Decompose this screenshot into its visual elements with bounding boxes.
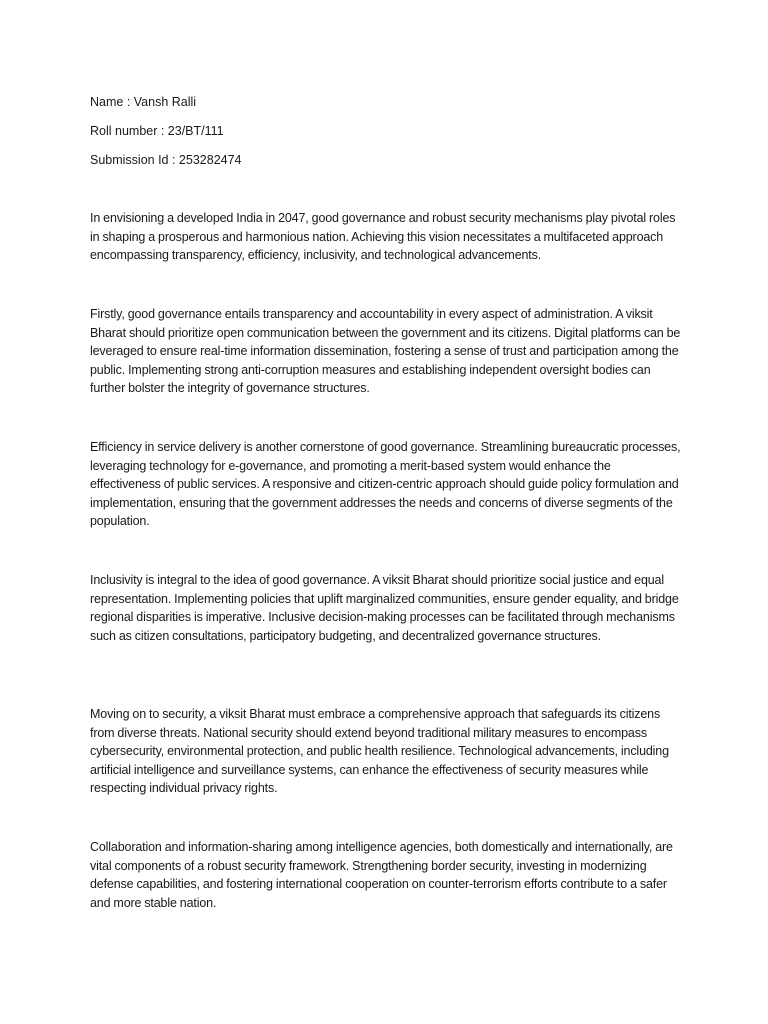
essay-paragraph-inclusivity: Inclusivity is integral to the idea of good governance. A viksit Bharat should prioritize social justice and equal representation. Implementing policies that uplift marginalized communities, ensure gender equality, and bridge regional disparities is imperative. Inclusive decision-making processes can be facilitated through mechanisms such as citizen consultations, participatory budgeting, and decentralized governance structures.	[90, 573, 679, 643]
student-name: Name : Vansh Ralli	[90, 95, 197, 109]
submission-id: Submission Id : 253282474	[90, 153, 242, 167]
essay-paragraph-transparency: Firstly, good governance entails transparency and accountability in every aspect of administration. A viksit Bharat should prioritize open communication between the government and its citizens. Digital platforms can be leveraged to ensure real-time information dissemination, fostering a sense of trust and participation among the public. Implementing strong anti-corruption measures and establishing independent oversight bodies can further bolster the integrity of governance structures.	[90, 307, 681, 396]
roll-number: Roll number : 23/BT/111	[90, 124, 224, 138]
essay-paragraph-security: Moving on to security, a viksit Bharat must embrace a comprehensive approach that safeguards its citizens from diverse threats. National security should extend beyond traditional military measures to encompass cybersecurity, environmental protection, and public health resilience. Technological advancements, including artificial intelligence and surveillance systems, can enhance the effectiveness of security measures while respecting individual privacy rights.	[90, 707, 669, 796]
essay-paragraph-collaboration: Collaboration and information-sharing among intelligence agencies, both domestically and internationally, are vital components of a robust security framework. Strengthening border security, investing in modernizing defense capabilities, and fostering international cooperation on counter-terrorism efforts contribute to a safer and more stable nation.	[90, 840, 673, 910]
essay-paragraph-efficiency: Efficiency in service delivery is another cornerstone of good governance. Streamlining bureaucratic processes, leveraging technology for e-governance, and promoting a merit-based system would enhance the effectiveness of public services. A responsive and citizen-centric approach should guide policy formulation and implementation, ensuring that the government addresses the needs and concerns of diverse segments of the population.	[90, 440, 681, 529]
essay-paragraph-intro: In envisioning a developed India in 2047, good governance and robust security mechanisms play pivotal roles in shaping a prosperous and harmonious nation. Achieving this vision necessitates a multifaceted approach encompassing transparency, efficiency, inclusivity, and technological advancements.	[90, 211, 676, 263]
